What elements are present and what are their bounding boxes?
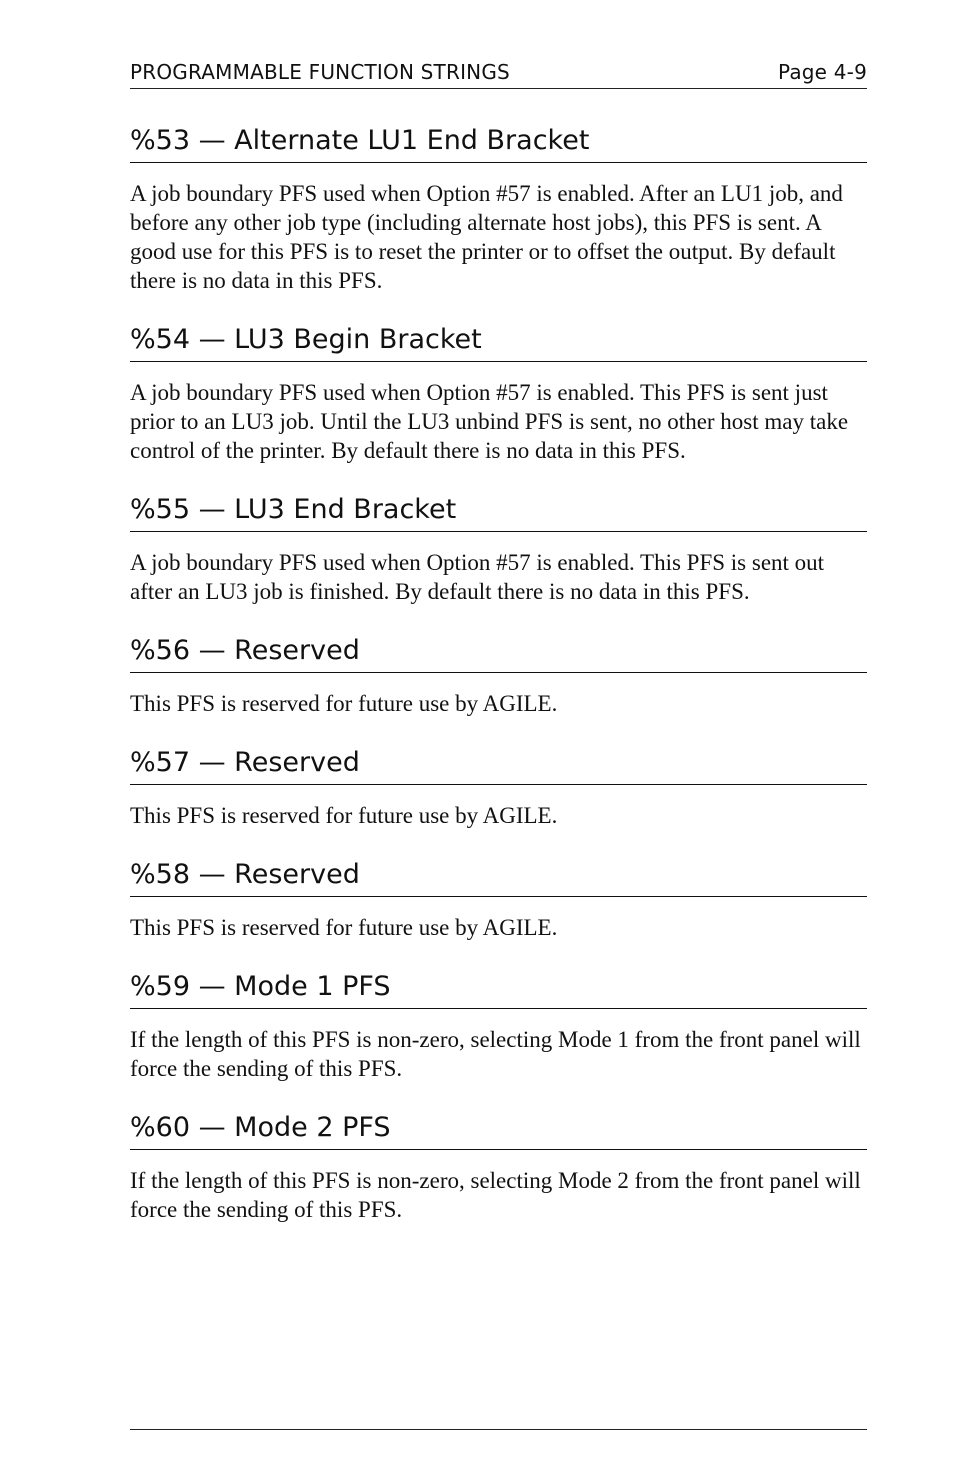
section-54 [130, 323, 867, 465]
section-heading: %57 — Reserved [130, 746, 867, 785]
section-heading: %55 — LU3 End Bracket [130, 493, 867, 532]
section-58 [130, 858, 867, 942]
section-heading: %53 — Alternate LU1 End Bracket [130, 124, 867, 163]
section-body: A job boundary PFS used when Option #57 is enabled. After an LU1 job, and before any other job type (including alternate host jobs), this PFS is sent. A good use for this PFS is to reset the printer or to offset the output. By default there is no data in this PFS. [130, 181, 843, 293]
section-heading: %59 — Mode 1 PFS [130, 970, 867, 1009]
section-53 [130, 124, 867, 295]
section-body: If the length of this PFS is non-zero, selecting Mode 2 from the front panel will force the sending of this PFS. [130, 1168, 861, 1222]
section-body: This PFS is reserved for future use by AGILE. [130, 691, 558, 716]
page-number: Page 4-9 [777, 60, 867, 84]
section-body: This PFS is reserved for future use by AGILE. [130, 803, 558, 828]
section-body: A job boundary PFS used when Option #57 is enabled. This PFS is sent just prior to an LU3 job. Until the LU3 unbind PFS is sent, no other host may take control of the printer. By default there is no data in this PFS. [130, 380, 849, 463]
section-body: If the length of this PFS is non-zero, selecting Mode 1 from the front panel will force the sending of this PFS. [130, 1027, 861, 1081]
section-60 [130, 1111, 867, 1224]
section-59 [130, 970, 867, 1083]
section-heading: %54 — LU3 Begin Bracket [130, 323, 867, 362]
section-55 [130, 493, 867, 606]
section-heading: %60 — Mode 2 PFS [130, 1111, 867, 1150]
section-56 [130, 634, 867, 718]
section-body: A job boundary PFS used when Option #57 is enabled. This PFS is sent out after an LU3 job is finished. By default there is no data in this PFS. [130, 550, 825, 604]
page-content [130, 124, 867, 1224]
header-title: PROGRAMMABLE FUNCTION STRINGS [130, 60, 510, 84]
section-heading: %58 — Reserved [130, 858, 867, 897]
section-57 [130, 746, 867, 830]
section-heading: %56 — Reserved [130, 634, 867, 673]
footer-rule [130, 1429, 867, 1430]
running-header [130, 58, 867, 89]
section-body: This PFS is reserved for future use by AGILE. [130, 915, 558, 940]
